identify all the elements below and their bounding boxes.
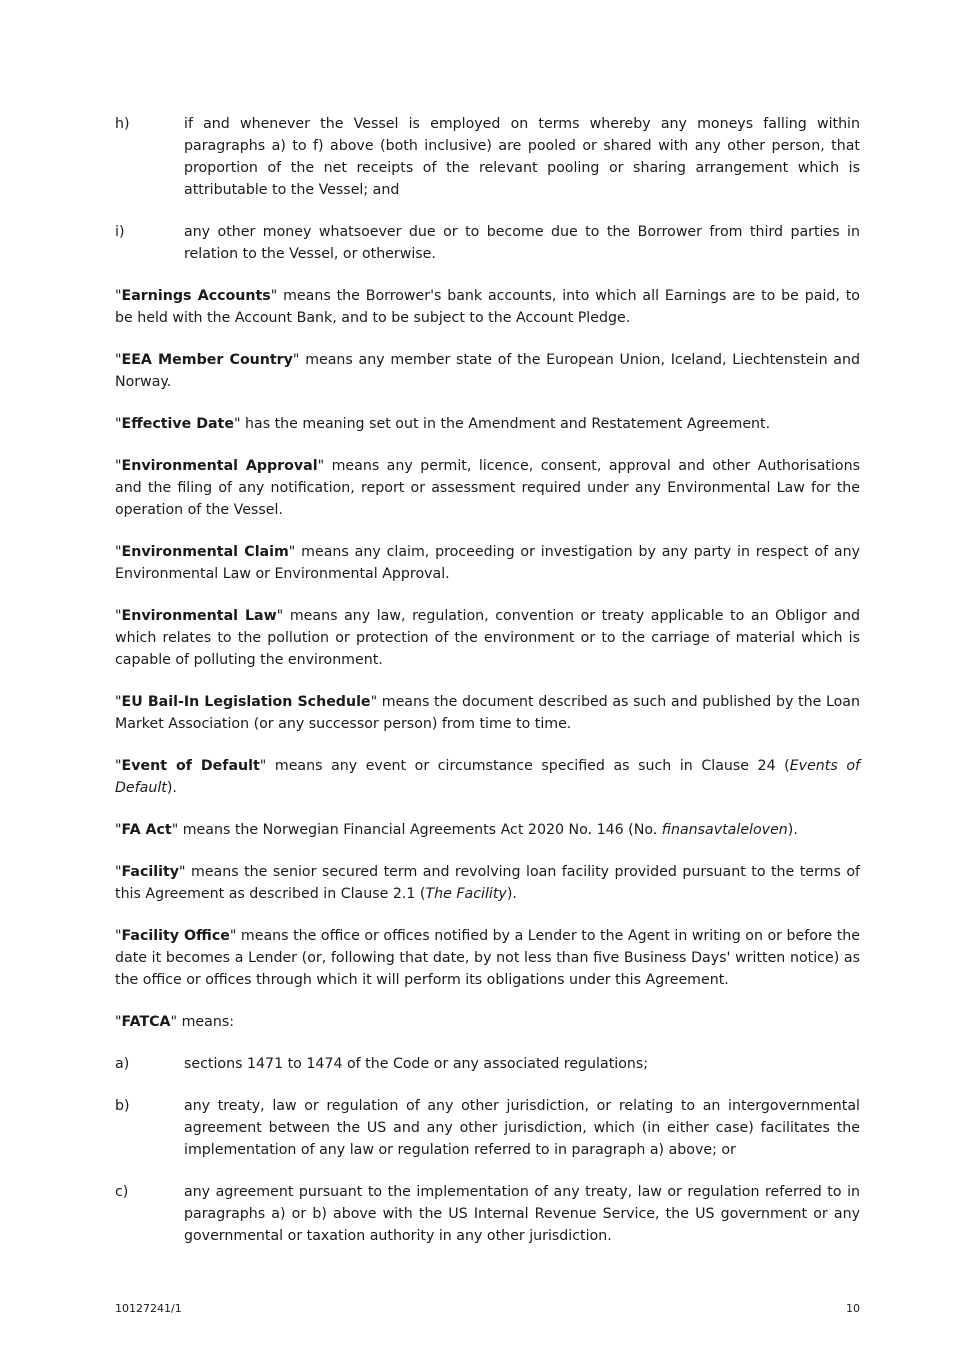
defined-term: Facility Office [121, 928, 230, 944]
definition-facility: "Facility" means the senior secured term and revolving loan facility provided pursuant to the terms of this Agreement as described in Clause 2.1 (The Facility). [115, 864, 860, 902]
list-text: if and whenever the Vessel is employed on terms whereby any moneys falling within paragraphs a) to f) above (both inclusive) are pooled or shared with any other person, that proportion of the net receipts of the relevant pooling or sharing arrangement which is attributable to the Vessel; and [184, 116, 860, 198]
definition-text: means the office or offices notified by a Lender to the Agent in writing on or before the date it becomes a Lender (or, following that date, by not less than five Business Days' written notice) as the office or offices through which it will perform its obligations under this Agreement. [115, 928, 860, 988]
defined-term: Environmental Claim [121, 544, 289, 560]
defined-term: EEA Member Country [121, 352, 293, 368]
definition-fa-act: "FA Act" means the Norwegian Financial Agreements Act 2020 No. 146 (No. finansavtaleloven). [115, 822, 798, 838]
page-number: 10 [846, 1302, 860, 1315]
definition-text: means the Norwegian Financial Agreements Act 2020 No. 146 (No. [178, 822, 662, 838]
defined-term: Earnings Accounts [121, 288, 271, 304]
defined-term: Environmental Approval [121, 458, 318, 474]
definition-effective-date: "Effective Date" has the meaning set out in the Amendment and Restatement Agreement. [115, 416, 771, 432]
list-item-h [115, 113, 860, 201]
definition-eu-bail-in: "EU Bail-In Legislation Schedule" means the document described as such and published by the Loan Market Association (or any successor person) from time to time. [115, 694, 860, 732]
clause-reference: Events of Default [115, 758, 860, 796]
definition-environmental-approval: "Environmental Approval" means any permit, licence, consent, approval and other Authorisations and the filing of any notification, report or assessment required under any Environmental Law for the operation of the Vessel. [115, 458, 860, 518]
list-text: any agreement pursuant to the implementation of any treaty, law or regulation referred to in paragraphs a) or b) above with the US Internal Revenue Service, the US government or any governmental or taxation authority in any other jurisdiction. [184, 1184, 860, 1244]
list-text: sections 1471 to 1474 of the Code or any associated regulations; [184, 1056, 649, 1072]
definition-text: means the Borrower's bank accounts, into which all Earnings are to be paid, to be held with the Account Bank, and to be subject to the Account Pledge. [115, 288, 860, 326]
definition-eea-member-country: "EEA Member Country" means any member state of the European Union, Iceland, Liechtenstein and Norway. [115, 352, 860, 390]
definition-text: means any event or circumstance specified as such in Clause 24 ( [266, 758, 790, 774]
list-label: h) [115, 116, 130, 132]
defined-term: FATCA [121, 1014, 171, 1030]
list-label: i) [115, 224, 125, 240]
definition-tail: ). [787, 822, 798, 838]
list-item-a [115, 1053, 860, 1075]
definition-text: means the document described as such and published by the Loan Market Association (or any successor person) from time to time. [115, 694, 860, 732]
document-reference: 10127241/1 [115, 1302, 182, 1315]
definition-text: means the senior secured term and revolving loan facility provided pursuant to the terms of this Agreement as described in Clause 2.1 ( [115, 864, 860, 902]
definition-text: means: [177, 1014, 234, 1030]
list-item-i [115, 221, 860, 265]
document-body [115, 113, 860, 1267]
definition-tail: ). [506, 886, 517, 902]
list-text: any other money whatsoever due or to become due to the Borrower from third parties in relation to the Vessel, or otherwise. [184, 224, 860, 262]
list-item-b [115, 1095, 860, 1161]
defined-term: Event of Default [121, 758, 260, 774]
defined-term: Effective Date [121, 416, 234, 432]
definition-environmental-law: "Environmental Law" means any law, regulation, convention or treaty applicable to an Obligor and which relates to the pollution or protection of the environment or to the carriage of material which is capable of polluting the environment. [115, 608, 861, 668]
list-label: b) [115, 1098, 130, 1114]
definition-text: means any permit, licence, consent, approval and other Authorisations and the filing of any notification, report or assessment required under any Environmental Law for the operation of the Vessel. [115, 458, 860, 518]
clause-reference: The Facility [425, 886, 507, 902]
statute-name: finansavtaleloven [661, 822, 788, 838]
list-label: c) [115, 1184, 129, 1200]
definition-environmental-claim: "Environmental Claim" means any claim, proceeding or investigation by any party in respect of any Environmental Law or Environmental Approval. [115, 544, 860, 582]
defined-term: EU Bail-In Legislation Schedule [121, 694, 371, 710]
definition-text: means any member state of the European Union, Iceland, Liechtenstein and Norway. [115, 352, 860, 390]
defined-term: Environmental Law [121, 608, 277, 624]
defined-term: FA Act [121, 822, 172, 838]
definition-text: has the meaning set out in the Amendment and Restatement Agreement. [240, 416, 771, 432]
definition-earnings-accounts: "Earnings Accounts" means the Borrower's bank accounts, into which all Earnings are to be paid, to be held with the Account Bank, and to be subject to the Account Pledge. [115, 288, 860, 326]
definition-event-of-default: "Event of Default" means any event or circumstance specified as such in Clause 24 (Events of Default). [115, 758, 860, 796]
definition-text: means any claim, proceeding or investigation by any party in respect of any Environmental Law or Environmental Approval. [115, 544, 860, 582]
list-label: a) [115, 1056, 130, 1072]
definition-text: means any law, regulation, convention or treaty applicable to an Obligor and which relates to the pollution or protection of the environment or to the carriage of material which is capable of polluting the environment. [115, 608, 861, 668]
definition-facility-office: "Facility Office" means the office or offices notified by a Lender to the Agent in writing on or before the date it becomes a Lender (or, following that date, by not less than five Business Days' written notice) as the office or offices through which it will perform its obligations under this Agreement. [115, 928, 860, 988]
list-item-c [115, 1181, 860, 1247]
page-footer [115, 1302, 860, 1315]
list-text: any treaty, law or regulation of any other jurisdiction, or relating to an intergovernmental agreement between the US and any other jurisdiction, which (in either case) facilitates the implementation of any law or regulation referred to in paragraph a) above; or [184, 1098, 860, 1158]
definition-fatca: "FATCA" means: [115, 1014, 234, 1030]
definition-tail: ). [166, 780, 177, 796]
defined-term: Facility [121, 864, 179, 880]
